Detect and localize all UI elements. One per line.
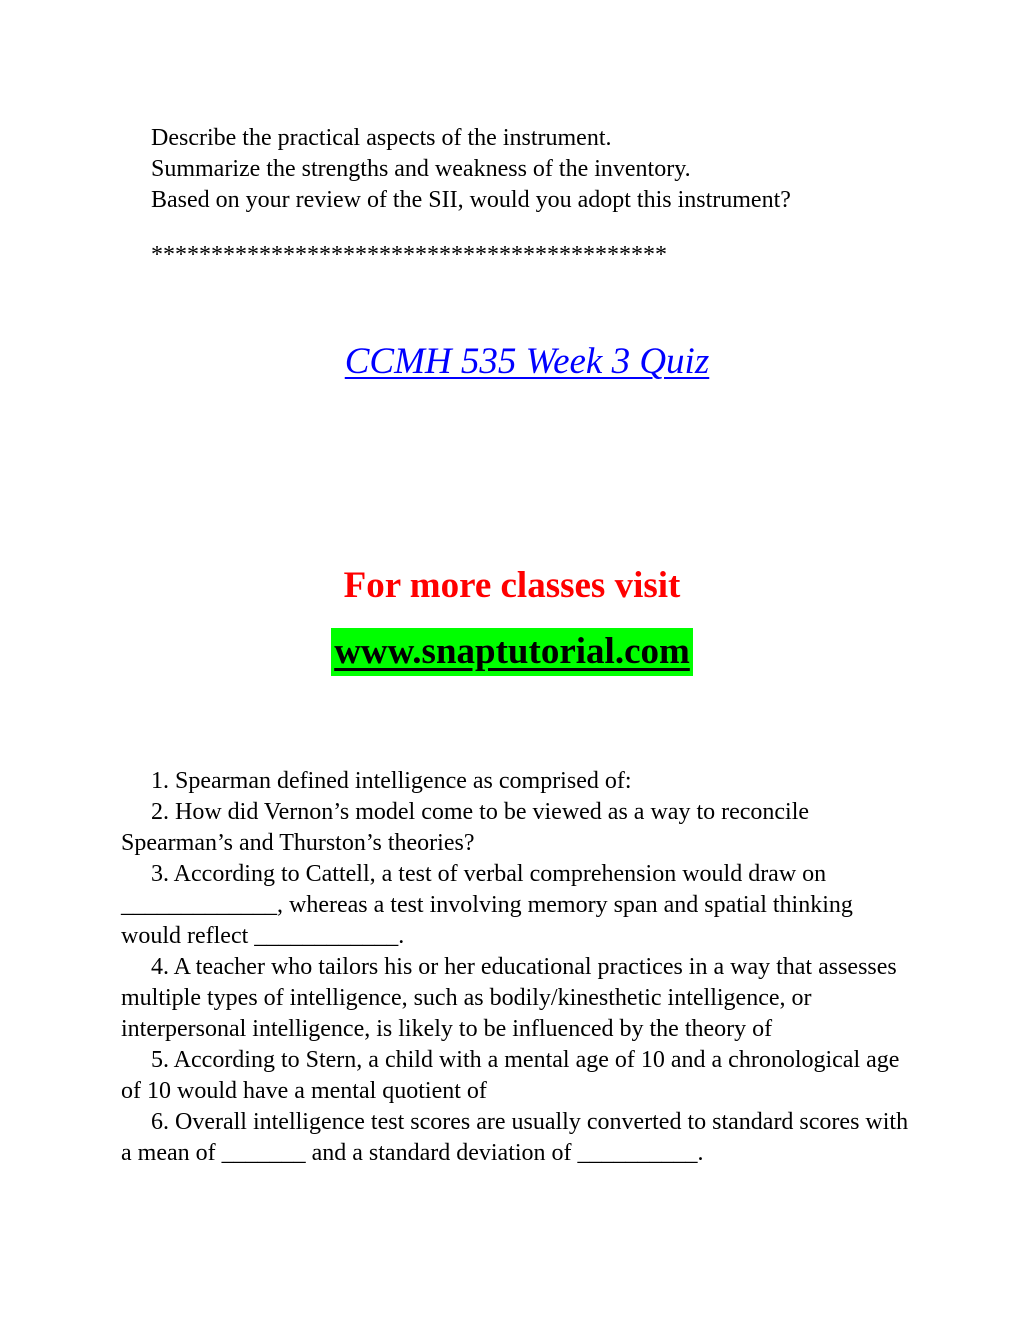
quiz-title-link[interactable]: CCMH 535 Week 3 Quiz [344, 341, 710, 382]
website-link[interactable]: www.snaptutorial.com [331, 628, 693, 676]
question-item: 5. According to Stern, a child with a mental age of 10 and a chronological age of 10 would have a mental quotient of [121, 1047, 900, 1104]
question-item: 2. How did Vernon’s model come to be viewed as a way to reconcile Spearman’s and Thurston’s theories? [121, 799, 810, 856]
section-separator: ******************************************* [151, 242, 667, 268]
instruction-line: Describe the practical aspects of the instrument. [151, 125, 612, 151]
question-item: 4. A teacher who tailors his or her educational practices in a way that assesses multiple types of intelligence, such as bodily/kinesthetic intelligence, or interpersonal intelligence, is likely to be influenced by the theory of [121, 954, 897, 1042]
question-item: 3. According to Cattell, a test of verbal comprehension would draw on _____________, whereas a test involving memory span and spatial thinking would reflect ____________. [121, 861, 853, 949]
instruction-line: Based on your review of the SII, would you adopt this instrument? [151, 187, 791, 213]
question-item: 1. Spearman defined intelligence as comprised of: [151, 768, 632, 794]
promo-text: For more classes visit [343, 565, 681, 606]
instruction-line: Summarize the strengths and weakness of the inventory. [151, 156, 691, 182]
assignment-instructions [151, 123, 951, 216]
website-banner [0, 628, 1024, 676]
question-item: 6. Overall intelligence test scores are usually converted to standard scores with a mean of _______ and a standard deviation of __________. [121, 1109, 909, 1166]
quiz-questions [121, 766, 911, 1169]
